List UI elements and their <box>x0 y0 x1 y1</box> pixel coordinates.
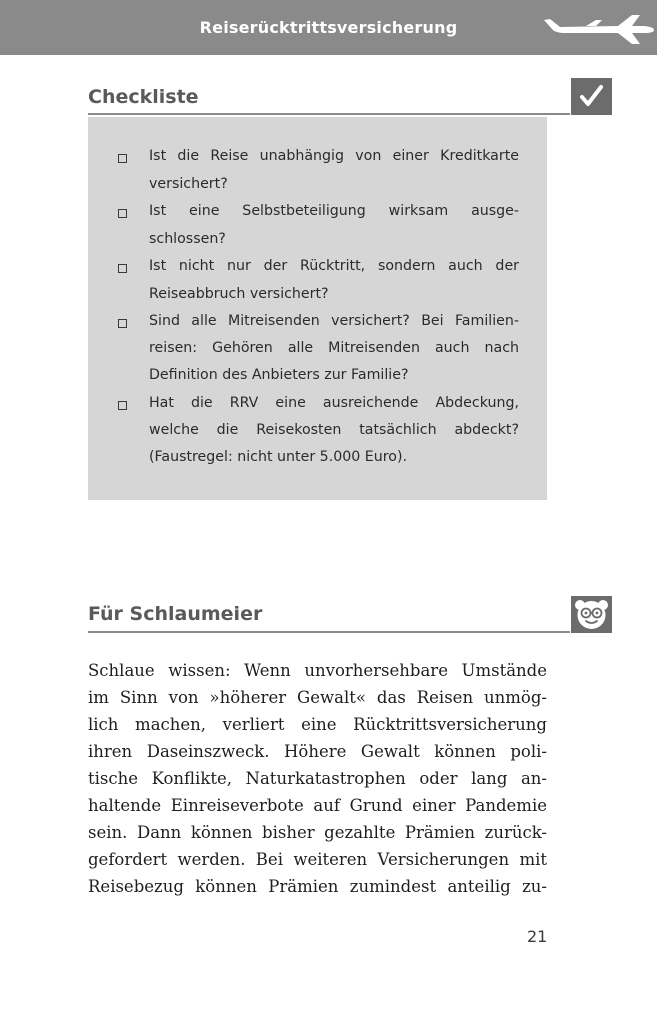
airplane-icon <box>540 6 657 48</box>
page-number: 21 <box>527 927 548 946</box>
checklist-item-line: Definition des Anbieters zur Familie? <box>149 367 409 383</box>
tip-divider <box>88 631 570 633</box>
checklist-item-line: Ist nicht nur der Rücktritt, sondern auch der <box>149 258 519 274</box>
tip-title: Für Schlaumeier <box>88 603 263 625</box>
checkbox-icon[interactable] <box>118 319 127 328</box>
checklist-item-line: welche die Reisekosten tatsächlich abdeckt? <box>149 422 519 438</box>
checklist-item-line: Ist die Reise unabhängig von einer Kreditkarte <box>149 148 519 164</box>
checklist-item-line: versichert? <box>149 176 228 192</box>
checkbox-icon[interactable] <box>118 264 127 273</box>
checklist-item-line: Hat die RRV eine ausreichende Abdeckung, <box>149 395 519 411</box>
page-header <box>0 0 657 55</box>
paragraph-line: tische Konflikte, Naturkatastrophen oder lang an- <box>88 769 547 788</box>
checklist-item-line: Sind alle Mitreisenden versichert? Bei Familien- <box>149 313 519 329</box>
checklist-item-line: schlossen? <box>149 231 226 247</box>
checklist-item-line: reisen: Gehören alle Mitreisenden auch nach <box>149 340 519 356</box>
checkbox-icon[interactable] <box>118 209 127 218</box>
paragraph-line: gefordert werden. Bei weiteren Versicherungen mit <box>88 850 547 869</box>
paragraph-line: ihren Daseinszweck. Höhere Gewalt können poli- <box>88 742 547 761</box>
paragraph-line: Reisebezug können Prämien zumindest anteilig zu- <box>88 877 547 896</box>
checklist-title: Checkliste <box>88 86 199 108</box>
checkbox-icon[interactable] <box>118 401 127 410</box>
checkbox-icon[interactable] <box>118 154 127 163</box>
header-title: Reiserücktrittsversicherung <box>199 18 458 37</box>
paragraph-line: im Sinn von »höherer Gewalt« das Reisen unmög- <box>88 688 547 707</box>
paragraph-line: Schlaue wissen: Wenn unvorhersehbare Umstände <box>88 661 547 680</box>
paragraph-line: haltende Einreiseverbote auf Grund einer Pandemie <box>88 796 547 815</box>
smart-face-icon <box>571 596 612 633</box>
checkmark-icon <box>571 78 612 115</box>
checklist-panel <box>88 117 547 500</box>
checklist-item-line: (Faustregel: nicht unter 5.000 Euro). <box>149 449 407 465</box>
checklist-divider <box>88 113 570 115</box>
checklist-item-line: Reiseabbruch versichert? <box>149 286 329 302</box>
paragraph-line: sein. Dann können bisher gezahlte Prämien zurück- <box>88 823 547 842</box>
paragraph-line: lich machen, verliert eine Rücktrittsversicherung <box>88 715 547 734</box>
checklist-item-line: Ist eine Selbstbeteiligung wirksam ausge- <box>149 203 519 219</box>
